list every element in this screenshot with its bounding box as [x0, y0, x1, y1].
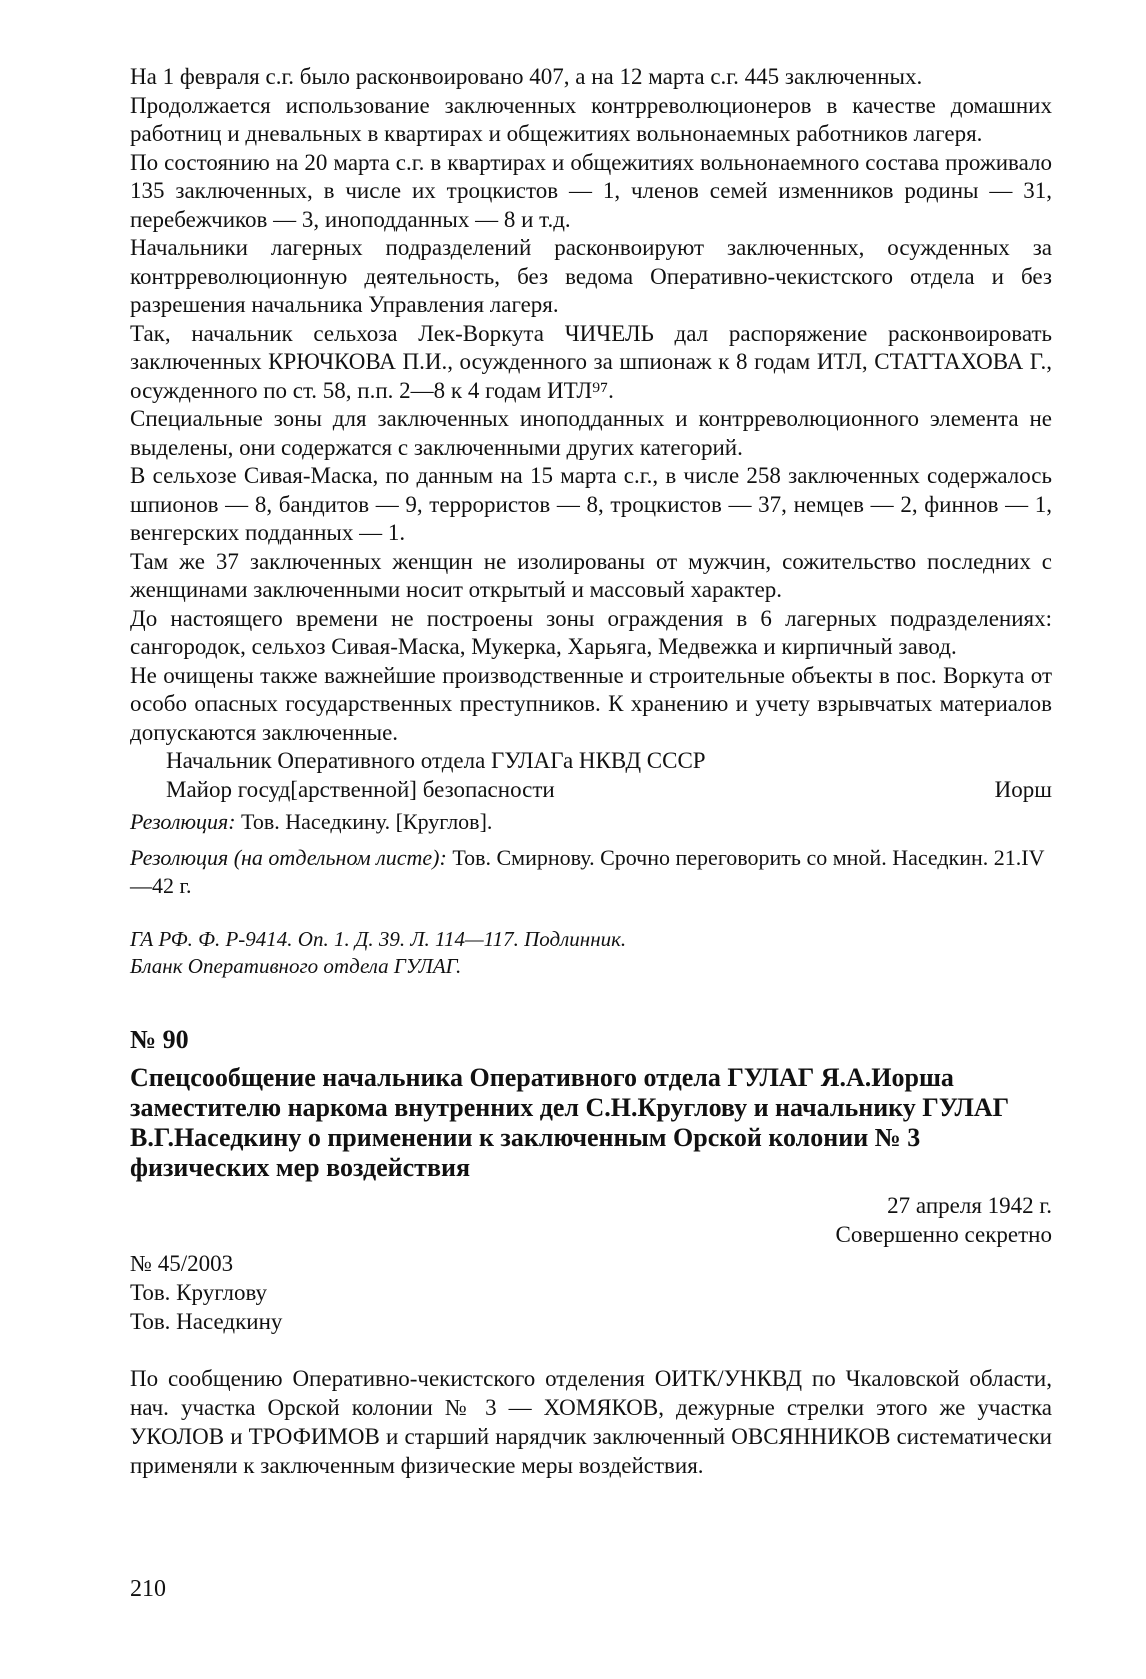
document-meta	[130, 1191, 1052, 1249]
addressee-block	[130, 1249, 1052, 1336]
signature-rank: Майор госуд[арственной] безопасности	[166, 776, 555, 802]
signature-name: Иорш	[994, 776, 1052, 802]
addressee: Тов. Наседкину	[130, 1309, 283, 1334]
paragraph: На 1 февраля с.г. было расконвоировано 407, а на 12 марта с.г. 445 заключенных.	[130, 64, 923, 89]
paragraph: Не очищены также важнейшие производственные и строительные объекты в пос. Воркута от особо опасных государственных преступников. К хранению и учету взрывчатых материалов допускаются заключенные.	[130, 662, 1052, 745]
resolution-label: Резолюция (на отдельном листе):	[130, 845, 447, 870]
resolution-first	[130, 808, 1052, 836]
source-line: Бланк Оперативного отдела ГУЛАГ.	[130, 954, 462, 978]
signature-rank-row	[130, 776, 1052, 805]
archive-source	[130, 926, 1052, 980]
resolution-second	[130, 844, 1052, 900]
paragraph: До настоящего времени не построены зоны ограждения в 6 лагерных подразделениях: сангородок, сельхоз Сивая-Маска, Мукерка, Харьяга, Медвежка и кирпичный завод.	[130, 605, 1052, 659]
source-line: ГА РФ. Ф. Р-9414. Оп. 1. Д. 39. Л. 114—117. Подлинник.	[130, 927, 627, 951]
signature-block	[130, 747, 1052, 804]
paragraph: В сельхозе Сивая-Маска, по данным на 15 марта с.г., в числе 258 заключенных содержалось шпионов — 8, бандитов — 9, террористов — 8, троцкистов — 37, немцев — 2, финнов — 1, венгерских подданных — 1.	[130, 463, 1052, 545]
document-number: № 90	[130, 1025, 189, 1054]
paragraph: Так, начальник сельхоза Лек-Воркута ЧИЧЕЛЬ дал распоряжение расконвоировать заключенных КРЮЧКОВА П.И., осужденного за шпионаж к 8 годам ИТЛ, СТАТТАХОВА Г., осужденного по ст. 58, п.п. 2—8 к 4 годам ИТЛ⁹⁷.	[130, 320, 1052, 403]
registration-number: № 45/2003	[130, 1251, 234, 1276]
document-body: По сообщению Оперативно-чекистского отделения ОИТК/УНКВД по Чкаловской области, нач. участка Орской колонии № 3 — ХОМЯКОВ, дежурные стрелки этого же участка УКОЛОВ и ТРОФИМОВ и старший нарядчик заключенный ОВСЯННИКОВ систематически применяли к заключенным физические меры воздействия.	[130, 1366, 1052, 1478]
paragraph: По состоянию на 20 марта с.г. в квартирах и общежитиях вольнонаемного состава проживало 135 заключенных, в числе их троцкистов — 1, членов семей изменников родины — 31, перебежчиков — 3, иноподданных — 8 и т.д.	[130, 149, 1052, 232]
paragraph: Продолжается использование заключенных контрреволюционеров в качестве домашних работниц и дневальных в квартирах и общежитиях вольнонаемных работников лагеря.	[130, 92, 1052, 146]
signature-position: Начальник Оперативного отдела ГУЛАГа НКВД СССР	[166, 748, 706, 773]
resolution-label: Резолюция:	[130, 809, 236, 834]
paragraph: Специальные зоны для заключенных иноподданных и контрреволюционного элемента не выделены, они содержатся с заключенными других категорий.	[130, 406, 1052, 460]
page-number: 210	[130, 1576, 166, 1602]
addressee: Тов. Круглову	[130, 1280, 268, 1305]
paragraph: Начальники лагерных подразделений расконвоируют заключенных, осужденных за контрреволюционную деятельность, без ведома Оперативно-чекистского отдела и без разрешения начальника Управления лагеря.	[130, 235, 1052, 317]
page-content	[130, 63, 1052, 1480]
document-date: 27 апреля 1942 г.	[887, 1193, 1052, 1218]
continued-report-text	[130, 63, 1052, 747]
document-title: Спецсообщение начальника Оперативного отдела ГУЛАГ Я.А.Иорша заместителю наркома внутренних дел С.Н.Круглову и начальнику ГУЛАГ В.Г.Наседкину о применении к заключенным Орской колонии № 3 физических мер воздействия	[130, 1063, 1010, 1182]
document-classification: Совершенно секретно	[835, 1222, 1052, 1247]
resolution-text: Тов. Смирнову. Срочно переговорить со мной. Наседкин. 21.IV—42 г.	[130, 845, 1045, 898]
paragraph: Там же 37 заключенных женщин не изолированы от мужчин, сожительство последних с женщинами заключенными носит открытый и массовый характер.	[130, 548, 1052, 602]
resolution-text: Тов. Наседкину. [Круглов].	[241, 809, 493, 834]
